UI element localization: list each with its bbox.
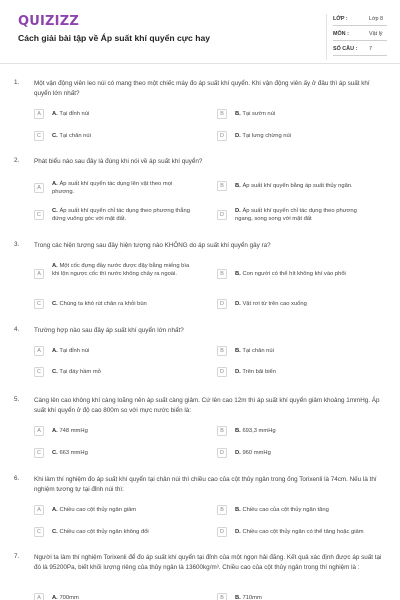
option-text: Một cốc đựng đầy nước được đậy bằng miếng bìa khi lộn ngược cốc thì nước không chảy ra ngoài. [52, 263, 190, 278]
quizizz-logo: QUIZIZZ [18, 14, 79, 29]
question-text: Càng lên cao không khí càng loãng nên áp suất càng giảm. Cứ lên cao 12m thì áp suất khí quyển giảm khoảng 1mmHg. Áp suất khí quyển ở độ cao 800m so với mực nước biển là: [34, 397, 380, 414]
option-key: D [217, 367, 227, 377]
option-label: A. [52, 263, 58, 269]
meta-separator [333, 55, 387, 56]
question-number: 4. [14, 326, 20, 333]
question-text: Khi làm thí nghiệm đo áp suất khí quyển tại chân núi thì chiều cao của cột thủy ngân trong ống Torixenli là 74cm. Nếu là thí nghiệm tương tự tại đỉnh núi thì: [34, 476, 377, 493]
option-text: Tại đỉnh núi [59, 111, 90, 117]
question-text: Trong các hiện tượng sau đây hiện tượng nào KHÔNG do áp suất khí quyển gây ra? [34, 242, 271, 249]
question-number: 1. [14, 79, 20, 86]
option-key: C [34, 299, 44, 309]
meta-separator [333, 40, 387, 41]
option-key: A [34, 426, 44, 436]
option-text: 748 mmHg [59, 428, 88, 434]
option-label: A. [52, 595, 58, 600]
option-text: 700mm [59, 595, 79, 600]
option-text: Chiều cao cột thủy ngân không đổi [59, 529, 149, 535]
option-label: B. [235, 111, 241, 117]
option-text: Con người có thể hít không khí vào phổi [242, 271, 346, 277]
option-text: Trên bãi biển [242, 369, 276, 375]
option-text: 663 mmHg [59, 450, 88, 456]
question-number: 6. [14, 475, 20, 482]
option-key: A [34, 505, 44, 515]
meta-separator [333, 25, 387, 26]
option-key: B [217, 181, 227, 191]
question-number: 3. [14, 241, 20, 248]
option-key: D [217, 527, 227, 537]
question-text: Trường hợp nào sau đây áp suất khí quyển lớn nhất? [34, 327, 184, 334]
question-count-value: 7 [369, 46, 372, 52]
option-text: Tại sườn núi [242, 111, 276, 117]
option-key: D [217, 299, 227, 309]
question-text: Phát biểu nào sau đây là đúng khi nói về áp suất khí quyển? [34, 158, 203, 165]
option-label: B. [235, 271, 241, 277]
page-title: Cách giải bài tập về Áp suất khí quyển cực hay [18, 33, 210, 43]
page-header [0, 0, 400, 62]
question-number: 2. [14, 157, 20, 164]
header-rule [0, 63, 400, 64]
option-label: D. [235, 369, 241, 375]
option-key: B [217, 269, 227, 279]
option-key: D [217, 448, 227, 458]
option-label: D. [235, 208, 241, 214]
option-key: A [34, 269, 44, 279]
option-key: C [34, 527, 44, 537]
option-label: A. [52, 181, 58, 187]
option-label: C. [52, 208, 58, 214]
option-text: 710mm [242, 595, 262, 600]
option-key: D [217, 210, 227, 220]
option-key: C [34, 210, 44, 220]
option-text: Tại chân núi [59, 133, 91, 139]
option-label: C. [52, 450, 58, 456]
option-text: Tại đỉnh núi [59, 348, 90, 354]
option-text: Áp suất khí quyển chỉ tác dụng theo phương ngang, song song với mặt đất [235, 208, 357, 223]
grade-value: Lớp 8 [369, 16, 384, 22]
option-key: B [217, 109, 227, 119]
option-text: 960 mmHg [242, 450, 271, 456]
option-text: Vật rơi từ trên cao xuống [242, 301, 307, 307]
option-key: C [34, 131, 44, 141]
option-text: Chiều cao cột thủy ngân giảm [59, 507, 137, 513]
option-text: Áp suất khí quyển tác dụng lên vật theo mọi phương. [52, 181, 173, 196]
option-key: C [34, 367, 44, 377]
option-text: Chúng ta khó rút chân ra khỏi bùn [59, 301, 147, 307]
option-label: B. [235, 595, 241, 600]
question-text: Người ta làm thí nghiệm Torixenli để đo áp suất khí quyển tại đỉnh của một ngọn hải đăng. Kết quả xác định được áp suất tại đó là 95200Pa, biết khối lượng riêng của thủy ngân là 13600kg/m³. Chiều cao của cột thủy ngân trong thí nghiệm là : [34, 554, 382, 571]
option-label: D. [235, 450, 241, 456]
option-label: C. [52, 301, 58, 307]
option-key: A [34, 593, 44, 600]
option-text: Tại lưng chừng núi [242, 133, 292, 139]
option-label: A. [52, 348, 58, 354]
option-label: A. [52, 111, 58, 117]
header-divider [326, 14, 327, 60]
option-label: C. [52, 133, 58, 139]
option-text: Tại đáy hầm mỏ [59, 369, 101, 375]
option-key: B [217, 426, 227, 436]
option-label: D. [235, 133, 241, 139]
option-key: C [34, 448, 44, 458]
question-text: Một vận động viên leo núi có mang theo một chiếc máy đo áp suất khí quyển. Khi vận động viên ấy ở đâu thì áp suất khí quyển lớn nhất? [34, 80, 370, 97]
option-text: Tại chân núi [242, 348, 274, 354]
question-number: 5. [14, 396, 20, 403]
option-label: A. [52, 428, 58, 434]
option-key: D [217, 131, 227, 141]
subject-value: Vật lý [369, 31, 383, 37]
subject-label: MÔN : [333, 31, 349, 37]
option-key: A [34, 346, 44, 356]
option-text: Áp suất khí quyển bằng áp suất thủy ngân. [242, 183, 353, 189]
option-label: B. [235, 348, 241, 354]
option-key: B [217, 505, 227, 515]
option-text: 693,3 mmHg [242, 428, 276, 434]
option-label: B. [235, 507, 241, 513]
option-label: A. [52, 507, 58, 513]
option-text: Áp suất khí quyển chỉ tác dụng theo phương thẳng đứng vuông góc với mặt đất. [52, 208, 190, 223]
option-key: B [217, 346, 227, 356]
question-count-label: SỐ CÂU : [333, 46, 358, 52]
question-number: 7. [14, 553, 20, 560]
option-label: D. [235, 301, 241, 307]
option-label: B. [235, 428, 241, 434]
option-label: C. [52, 369, 58, 375]
option-label: D. [235, 529, 241, 535]
grade-label: LỚP : [333, 16, 348, 22]
option-label: C. [52, 529, 58, 535]
option-key: B [217, 593, 227, 600]
option-label: B. [235, 183, 241, 189]
option-text: Chiều cao của cột thủy ngân tăng [242, 507, 329, 513]
option-text: Chiều cao cột thủy ngân có thể tăng hoặc giảm [242, 529, 364, 535]
option-key: A [34, 183, 44, 193]
option-key: A [34, 109, 44, 119]
